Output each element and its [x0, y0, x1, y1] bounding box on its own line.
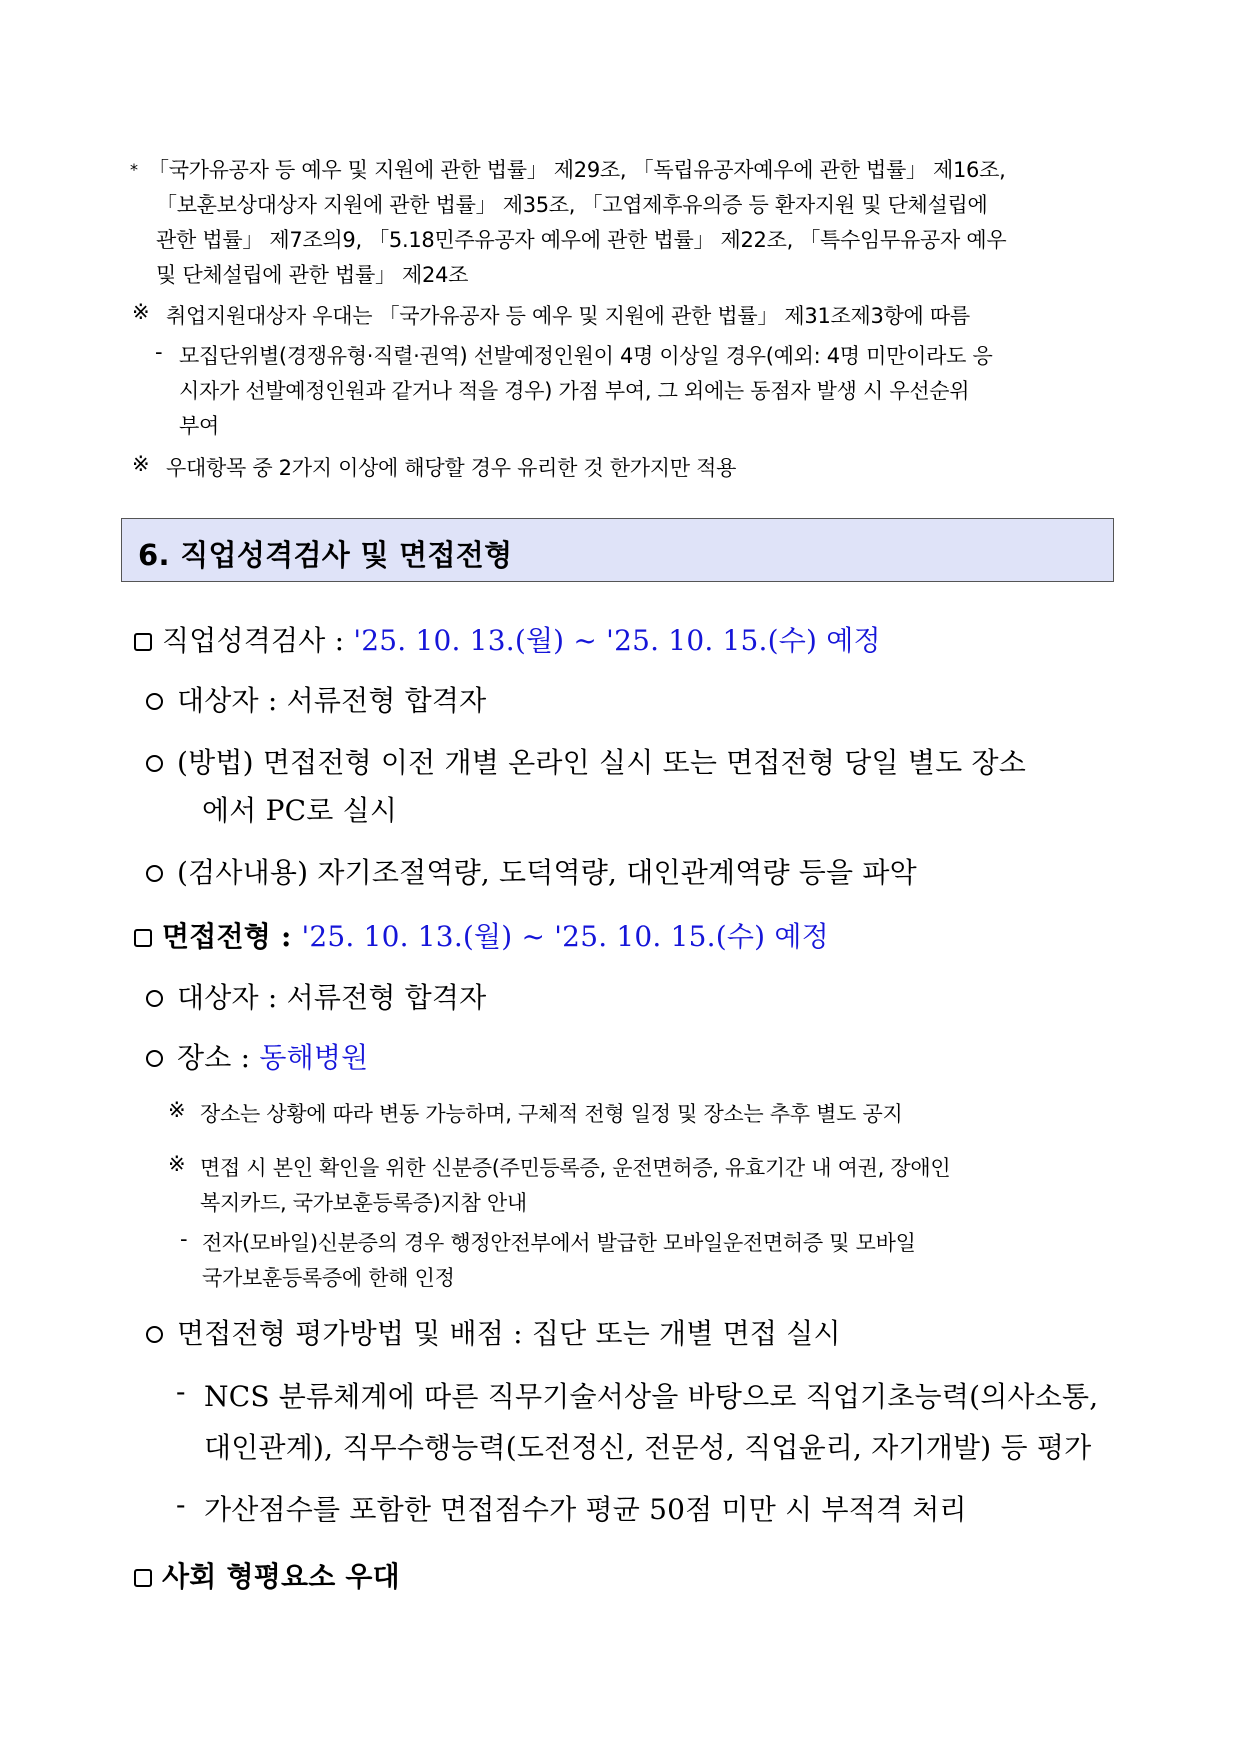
personality-test-target-text: 대상자 : 서류전형 합격자 [177, 684, 487, 717]
law-line-3: 관한 법률」 제7조의9, 「5.18민주유공자 예우에 관한 법률」 제22조, 「특수임무유공자 예우 [156, 228, 1007, 252]
quota-note-line-3: 부여 [179, 414, 219, 438]
circle-bullet-icon [146, 990, 163, 1007]
checkbox-square-icon [134, 633, 152, 651]
personality-test-date: '25. 10. 13.(월) ~ '25. 10. 15.(수) 예정 [353, 624, 881, 657]
priority-note: 우대항목 중 2가지 이상에 해당할 경우 유리한 것 한가지만 적용 [166, 456, 737, 480]
personality-test-content-text: (검사내용) 자기조절역량, 도덕역량, 대인관계역량 등을 파악 [177, 856, 917, 889]
reference-mark: ※ [168, 1098, 186, 1122]
quota-note-line-2: 시자가 선발예정인원과 같거나 적을 경우) 가점 부여, 그 외에는 동점자 발생 시 우선순위 [179, 379, 970, 403]
circle-bullet-icon [146, 865, 163, 882]
interview-target-text: 대상자 : 서류전형 합격자 [177, 981, 487, 1014]
interview-label: 면접전형 : [162, 920, 302, 953]
social-equity-heading [134, 1555, 400, 1595]
interview-place-label: 장소 : [177, 1041, 260, 1074]
dash-mark: - [176, 1375, 186, 1408]
circle-bullet-icon [146, 1326, 163, 1343]
section-title: 6. 직업성격검사 및 면접전형 [138, 538, 513, 572]
dash-mark: - [176, 1488, 186, 1521]
ncs-note-line-2: 대인관계), 직무수행능력(도전정신, 전문성, 직업윤리, 자기개발) 등 평가 [204, 1431, 1092, 1464]
law-line-1: 「국가유공자 등 예우 및 지원에 관한 법률」 제29조, 「독립유공자예우에 관한 법률」 제16조, [148, 158, 1006, 182]
interview-method-text: 면접전형 평가방법 및 배점 : 집단 또는 개별 면접 실시 [177, 1317, 841, 1350]
section-heading-box [121, 518, 1114, 582]
interview-date: '25. 10. 13.(월) ~ '25. 10. 15.(수) 예정 [301, 920, 829, 953]
mobile-id-note-line-1: 전자(모바일)신분증의 경우 행정안전부에서 발급한 모바일운전면허증 및 모바일 [202, 1231, 916, 1255]
place-change-note: 장소는 상황에 따라 변동 가능하며, 구체적 전형 일정 및 장소는 추후 별도 공지 [200, 1102, 903, 1126]
checkbox-square-icon [134, 1569, 152, 1587]
interview-place [146, 1036, 368, 1076]
dash-mark: - [180, 1227, 188, 1251]
circle-bullet-icon [146, 755, 163, 772]
personality-test-method [146, 741, 1114, 781]
personality-test-label: 직업성격검사 : [162, 624, 354, 657]
personality-test-content [146, 851, 917, 891]
quota-note-line-1: 모집단위별(경쟁유형·직렬·권역) 선발예정인원이 4명 이상일 경우(예외: 4명 미만이라도 응 [179, 344, 993, 368]
reference-mark: ※ [132, 452, 150, 476]
mobile-id-note-line-2: 국가보훈등록증에 한해 인정 [202, 1266, 455, 1290]
interview-target [146, 976, 486, 1016]
law-line-4: 및 단체설립에 관한 법률」 제24조 [156, 263, 469, 287]
social-equity-label: 사회 형평요소 우대 [162, 1560, 400, 1593]
reference-mark: ※ [132, 300, 150, 324]
dash-mark: - [155, 340, 163, 364]
employment-support-note: 취업지원대상자 우대는 「국가유공자 등 예우 및 지원에 관한 법률」 제31조제3항에 따름 [166, 304, 970, 328]
personality-test-method-line-1: (방법) 면접전형 이전 개별 온라인 실시 또는 면접전형 당일 별도 장소 [177, 746, 1026, 779]
id-note-line-1: 면접 시 본인 확인을 위한 신분증(주민등록증, 운전면허증, 유효기간 내 여권, 장애인 [200, 1156, 951, 1180]
id-note-line-2: 복지카드, 국가보훈등록증)지참 안내 [200, 1191, 527, 1215]
personality-test-target [146, 679, 486, 719]
interview-place-value: 동해병원 [259, 1041, 369, 1074]
personality-test-heading [134, 619, 1114, 659]
footnote-star: * [130, 160, 138, 179]
checkbox-square-icon [134, 929, 152, 947]
circle-bullet-icon [146, 693, 163, 710]
disqualify-note: 가산점수를 포함한 면접점수가 평균 50점 미만 시 부적격 처리 [204, 1493, 967, 1526]
circle-bullet-icon [146, 1050, 163, 1067]
personality-test-method-line-2: 에서 PC로 실시 [202, 794, 398, 827]
interview-method [146, 1312, 841, 1352]
reference-mark: ※ [168, 1152, 186, 1176]
law-line-2: 「보훈보상대상자 지원에 관한 법률」 제35조, 「고엽제후유의증 등 환자지원 및 단체설립에 [156, 193, 988, 217]
ncs-note-line-1: NCS 분류체계에 따른 직무기술서상을 바탕으로 직업기초능력(의사소통, [204, 1380, 1099, 1413]
interview-heading [134, 915, 1114, 955]
